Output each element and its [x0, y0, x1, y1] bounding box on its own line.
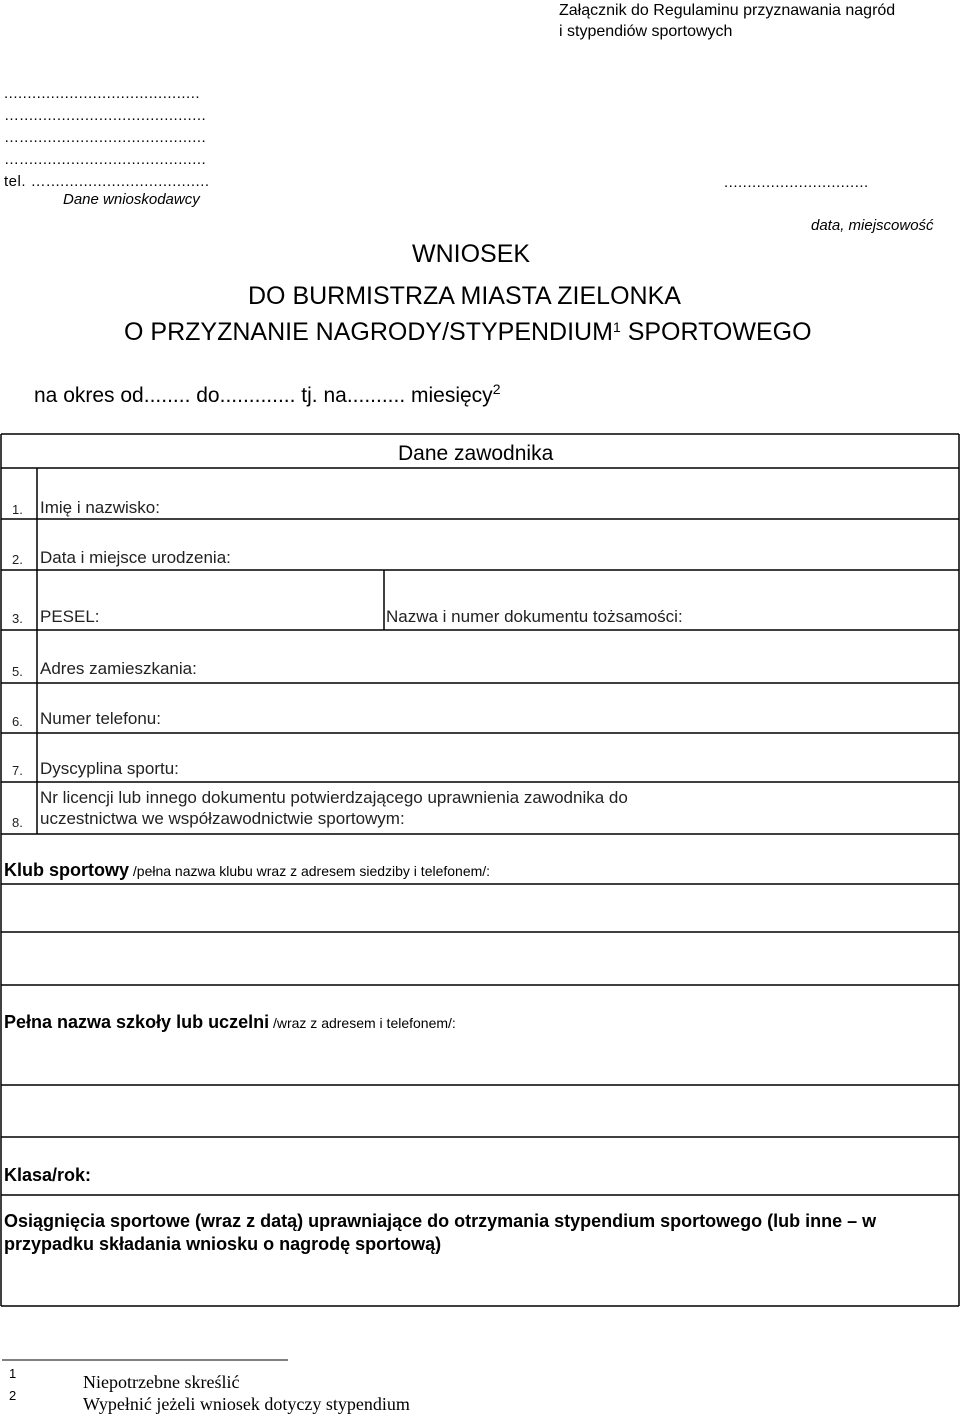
title-line-3-main: O PRZYZNANIE NAGRODY/STYPENDIUM — [124, 318, 613, 346]
title-line-2: DO BURMISTRZA MIASTA ZIELONKA — [248, 282, 681, 310]
achievements-line-1: Osiągnięcia sportowe (wraz z datą) uprawniające do otrzymania stypendium sportowego (lub inne – w — [4, 1211, 877, 1231]
footnote-2-text: Wypełnić jeżeli wniosek dotyczy stypendium — [83, 1394, 410, 1414]
achievements-line-2: przypadku składania wniosku o nagrodę sportową) — [4, 1234, 442, 1254]
date-label: data, miejscowość — [811, 217, 934, 234]
date-dots: ............................... — [724, 174, 869, 191]
applicant-label: Dane wnioskodawcy — [63, 191, 200, 208]
row-8-label-line-2: uczestnictwa we współzawodnictwie sportowym: — [40, 809, 405, 828]
class-year-label: Klasa/rok: — [4, 1165, 92, 1185]
row-6-number: 6. — [12, 714, 23, 729]
athlete-section-heading: Dane zawodnika — [398, 442, 554, 465]
row-5-number: 5. — [12, 664, 23, 679]
footnote-1-text: Niepotrzebne skreślić — [83, 1372, 240, 1392]
attachment-line-2: i stypendiów sportowych — [559, 23, 733, 40]
attachment-note — [559, 0, 895, 42]
club-label-rest: /pełna nazwa klubu wraz z adresem siedziby i telefonem/: — [129, 863, 491, 879]
row-3-label: PESEL: — [40, 607, 100, 626]
title-line-3 — [124, 318, 812, 347]
period-text: na okres od........ do............. tj. na.......... miesięcy — [34, 384, 493, 407]
club-label — [4, 860, 490, 881]
row-2-number: 2. — [12, 552, 23, 567]
footnote-ref-2: 2 — [492, 381, 501, 397]
row-6-label: Numer telefonu: — [40, 709, 161, 728]
row-5-label: Adres zamieszkania: — [40, 659, 197, 678]
row-7-label: Dyscyplina sportu: — [40, 759, 179, 778]
row-3-number: 3. — [12, 611, 23, 626]
row-2-label: Data i miejsce urodzenia: — [40, 548, 231, 567]
applicant-line-2: …........................................ — [4, 107, 207, 124]
school-label-rest: /wraz z adresem i telefonem/: — [269, 1015, 456, 1031]
applicant-line-4: …........................................ — [4, 151, 207, 168]
title-line-3-end: SPORTOWEGO — [620, 318, 812, 346]
footnote-ref-1: 1 — [612, 319, 621, 335]
school-label — [4, 1012, 456, 1033]
row-7-number: 7. — [12, 763, 23, 778]
row-1-label: Imię i nazwisko: — [40, 498, 160, 517]
row-8-label-line-1: Nr licencji lub innego dokumentu potwierdzającego uprawnienia zawodnika do — [40, 788, 628, 807]
attachment-line-1: Załącznik do Regulaminu przyznawania nagród — [559, 2, 896, 19]
applicant-line-1: .......................................... — [4, 85, 201, 102]
footnote-1-number: 1 — [9, 1366, 17, 1381]
school-label-bold: Pełna nazwa szkoły lub uczelni — [4, 1012, 270, 1032]
footnote-2-number: 2 — [9, 1388, 17, 1403]
applicant-tel: tel. …................................... — [4, 173, 210, 190]
title-line-1: WNIOSEK — [412, 240, 531, 268]
applicant-line-3: …........................................ — [4, 129, 207, 146]
club-label-bold: Klub sportowy — [4, 860, 129, 880]
row-1-number: 1. — [12, 502, 23, 517]
period-line — [34, 381, 501, 408]
row-8-number: 8. — [12, 815, 23, 830]
id-document-label: Nazwa i numer dokumentu tożsamości: — [386, 607, 683, 626]
